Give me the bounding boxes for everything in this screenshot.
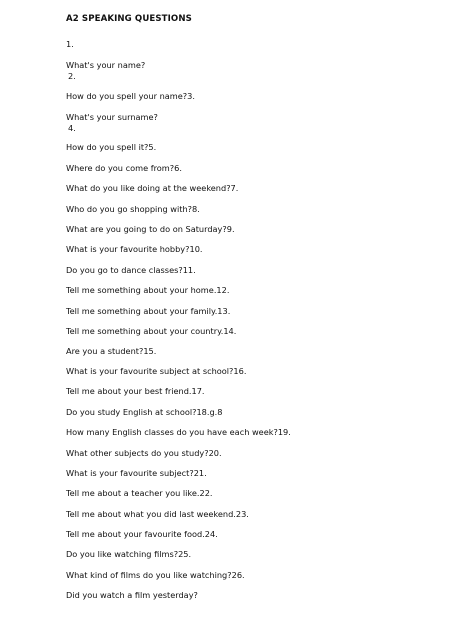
question-line: 2.: [68, 71, 76, 81]
question-line: Tell me about what you did last weekend.23.: [66, 509, 249, 519]
question-line: Tell me about your best friend.17.: [66, 386, 205, 396]
question-line: Who do you go shopping with?8.: [66, 204, 200, 214]
question-line: What is your favourite subject?21.: [66, 468, 207, 478]
question-line: Tell me about a teacher you like.22.: [66, 488, 213, 498]
question-line: What do you like doing at the weekend?7.: [66, 183, 239, 193]
question-line: Do you go to dance classes?11.: [66, 265, 196, 275]
question-line: What other subjects do you study?20.: [66, 448, 222, 458]
question-line: What's your surname?: [66, 112, 158, 122]
question-line: Do you like watching films?25.: [66, 549, 192, 559]
question-line: How many English classes do you have each week?19.: [66, 427, 291, 437]
question-line: Tell me something about your home.12.: [66, 285, 230, 295]
question-line: What kind of films do you like watching?26.: [66, 570, 245, 580]
question-line: Are you a student?15.: [66, 346, 157, 356]
question-line: Tell me something about your family.13.: [66, 306, 231, 316]
question-line: Where do you come from?6.: [66, 163, 182, 173]
question-line: How do you spell it?5.: [66, 142, 157, 152]
question-line: How do you spell your name?3.: [66, 91, 195, 101]
question-line: 1.: [66, 39, 74, 49]
question-line: What is your favourite hobby?10.: [66, 244, 203, 254]
document-title: A2 SPEAKING QUESTIONS: [66, 14, 192, 24]
question-line: Do you study English at school?18.g.8: [66, 407, 223, 417]
question-line: Did you watch a film yesterday?: [66, 590, 198, 600]
question-line: Tell me about your favourite food.24.: [66, 529, 218, 539]
question-line: Tell me something about your country.14.: [66, 326, 237, 336]
question-line: 4.: [68, 123, 76, 133]
question-line: What are you going to do on Saturday?9.: [66, 224, 235, 234]
question-line: What's your name?: [66, 60, 146, 70]
question-line: What is your favourite subject at school?16.: [66, 366, 247, 376]
